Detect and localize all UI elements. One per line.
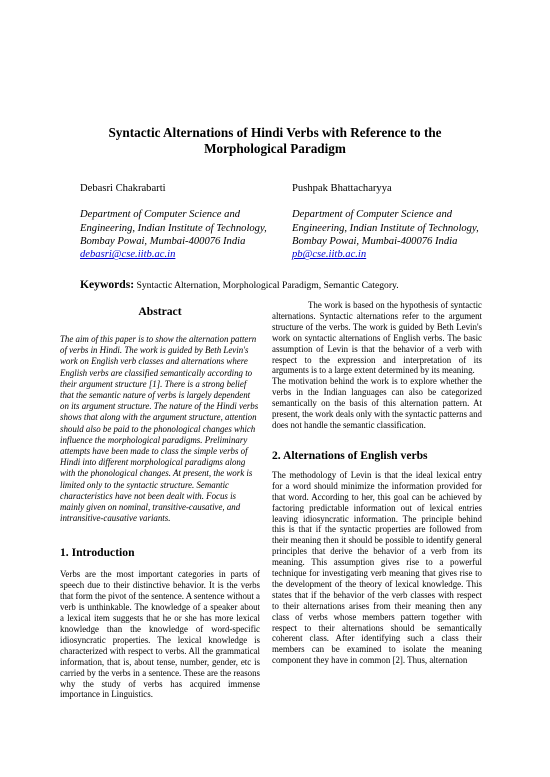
author-affiliation: Department of Computer Science and Engineering, Indian Institute of Technology, Bombay Powai, Mumbai-400076 India pb@cse.iitb.ac.in (292, 209, 479, 261)
title-line-2: Morphological Paradigm (204, 141, 346, 156)
abstract-heading: Abstract (138, 305, 182, 318)
right-paragraph-2: The motivation behind the work is to explore whether the verbs in the Indian languages can also be categorized semantically on the basis of this alternation pattern. At present, the work deals only with the syntactic patterns and does not handle the semantic classification. (272, 376, 482, 430)
section-2-heading: 2. Alternations of English verbs (272, 448, 428, 462)
keywords (80, 278, 500, 291)
author-name: Pushpak Bhattacharyya (292, 183, 392, 194)
left-column (60, 305, 260, 700)
title-line-1: Syntactic Alternations of Hindi Verbs with Reference to the (108, 125, 442, 140)
abstract-text: The aim of this paper is to show the alternation pattern of verbs in Hindi. The work is guided by Beth Levin's work on English verb classes and alternations where English verbs are classified semantically according to their argument structure [1]. There is a strong belief that the semantic nature of verbs is largely dependent on its argument structure. The nature of the Hindi verbs shows that along with the argument structure, attention should also be paid to the phonological changes which influence the morphological paradigms. Preliminary attempts have been made to class the simple verbs of Hindi into different morphological paradigms along with the phonological changes. At present, the work is limited only to the syntactic structure. Semantic characteristics have not been dealt with. Focus is mainly given on nominal, transitive-causative, and intransitive-causative variants. (60, 334, 259, 524)
keywords-text: Syntactic Alternation, Morphological Paradigm, Semantic Category. (136, 280, 399, 291)
right-paragraph-1: The work is based on the hypothesis of syntactic alternations. Syntactic alternations refer to the argument structure of the verbs. The work is guided by Beth Levin's work on syntactic alternations of English verbs. The basic assumption of Levin is that the behavior of a verb with respect to the expression and interpretation of its arguments is to a large extent determined by its meaning. (272, 300, 482, 376)
author-affiliation: Department of Computer Science and Engineering, Indian Institute of Technology, Bombay Powai, Mumbai-400076 India debasri@cse.iitb.ac.in (80, 209, 267, 261)
author-block-1 (80, 182, 280, 261)
section-1-text: Verbs are the most important categories in parts of speech due to their distinctive behavior. It is the verbs that form the pivot of the sentence. A sentence without a verb is unthinkable. The knowledge of a speaker about a lexical item suggests that he or she has more lexical knowledge than the knowledge of word-specific idiosyncratic properties. The lexical knowledge is characterized with respect to verbs. All the grammatical information, that is, about tense, number, gender, etc is carried by the verbs in a sentence. These are the reasons why the study of verbs has acquired immense importance in Linguistics. (60, 569, 260, 700)
section-1-heading: 1. Introduction (60, 546, 135, 560)
author-name: Debasri Chakrabarti (80, 183, 166, 194)
paper-title (0, 125, 550, 157)
author-block-2 (292, 182, 492, 261)
keywords-label: Keywords: (80, 278, 135, 291)
author-email-link[interactable]: pb@cse.iitb.ac.in (292, 249, 367, 261)
section-2-text: The methodology of Levin is that the ideal lexical entry for a word should minimize the information provided for that word. According to her, this goal can be achieved by factoring predictable information out of lexical entries leaving idiosyncratic information. The principle behind this is that if the syntactic properties are followed from their meaning then it should be possible to identify general principles that derive the behavior of a verb from its meaning. This assumption gives rise to a powerful technique for investigating verb meaning that gives rise to the development of the theory of lexical knowledge. This states that if the behavior of the verb classes with respect to their alternations arises from their meaning then any class of verbs whose members pattern together with respect to their alternations should be semantically coherent class. After identifying such a class their members can be examined to isolate the meaning component they have in common [2]. Thus, alternation (272, 469, 482, 666)
author-email-link[interactable]: debasri@cse.iitb.ac.in (80, 249, 176, 261)
right-column (272, 300, 482, 666)
